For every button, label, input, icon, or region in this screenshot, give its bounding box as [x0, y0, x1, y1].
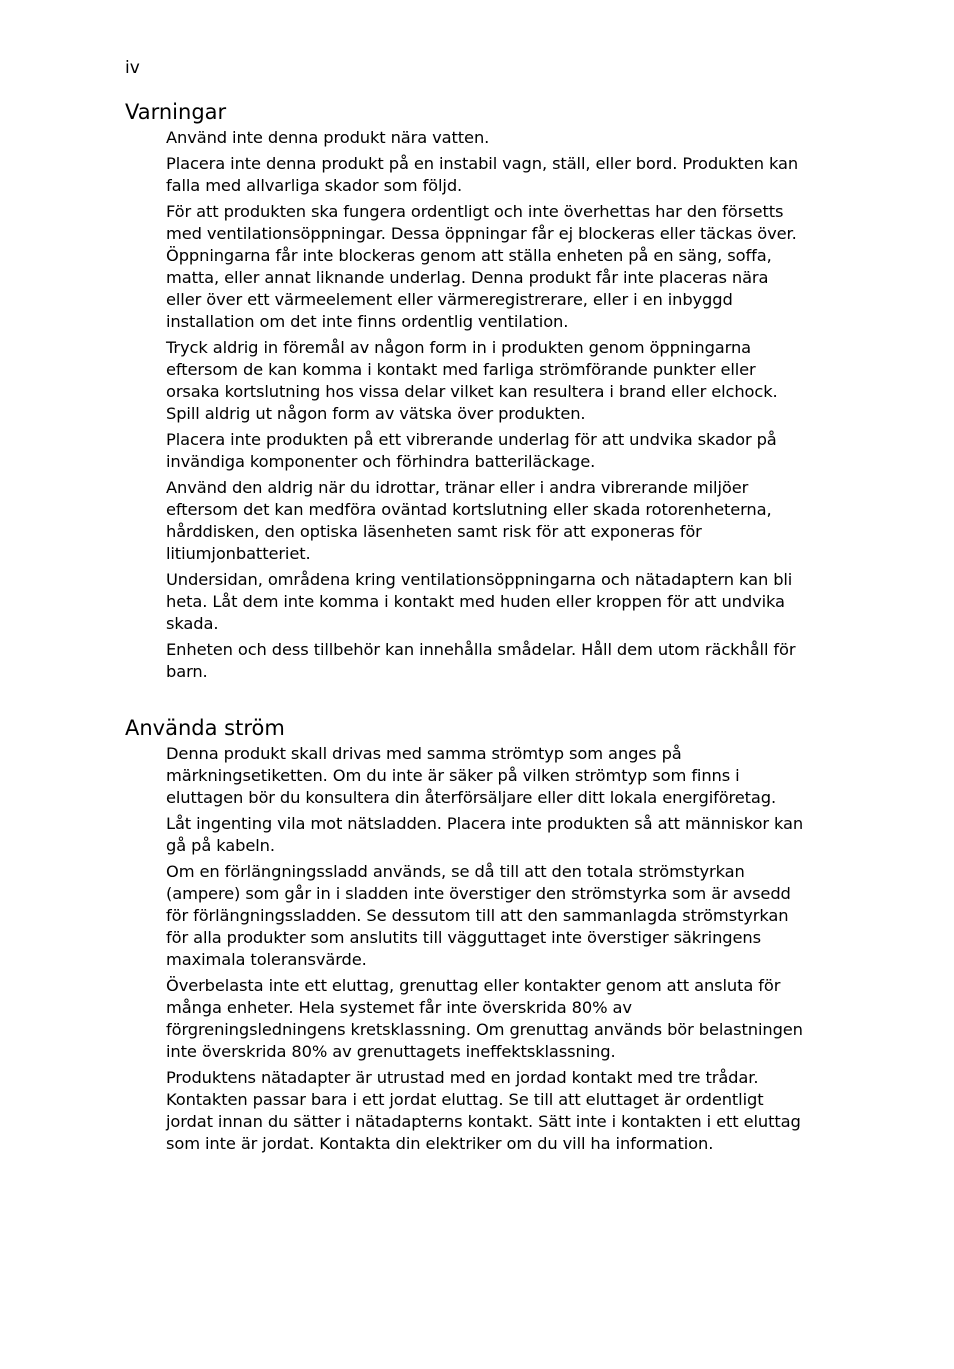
paragraph: Produktens nätadapter är utrustad med en jordad kontakt med tre trådar. Kontakten passar bara i ett jordat eluttag. Se till att eluttaget är ordentligt jordat innan du sätter i nätadapterns kontakt. Sätt inte i kontakten i ett eluttag som inte är jordat. Kontakta din elektriker om du vill ha information.: [166, 1068, 801, 1153]
paragraph: Placera inte denna produkt på en instabil vagn, ställ, eller bord. Produkten kan falla med allvarliga skador som följd.: [166, 154, 799, 195]
paragraph: Undersidan, områdena kring ventilationsöppningarna och nätadaptern kan bli heta. Låt dem inte komma i kontakt med huden eller kroppen för att undvika skada.: [166, 570, 793, 633]
paragraph: Enheten och dess tillbehör kan innehålla smådelar. Håll dem utom räckhåll för barn.: [166, 640, 796, 681]
paragraph: Tryck aldrig in föremål av någon form in i produkten genom öppningarna eftersom de kan komma i kontakt med farliga strömförande punkter eller orsaka kortslutning hos vissa delar vilket kan resultera i brand eller elchock. Spill aldrig ut någon form av vätska över produkten.: [166, 338, 778, 423]
paragraph: Om en förlängningssladd används, se då till att den totala strömstyrkan (ampere) som går in i sladden inte överstiger den strömstyrka som är avsedd för förlängningssladden. Se dessutom till att den sammanlagda strömstyrkan för alla produkter som anslutits till vägguttaget inte överstiger säkringens maximala toleransvärde.: [166, 862, 791, 969]
paragraph: Överbelasta inte ett eluttag, grenuttag eller kontakter genom att ansluta för många enheter. Hela systemet får inte överskrida 80% av förgreningsledningens kretsklassning. Om grenuttag används bör belastningen inte överskrida 80% av grenuttagets ineffektsklassning.: [166, 976, 803, 1061]
section-anvanda-strom: [125, 715, 825, 1159]
paragraph: Denna produkt skall drivas med samma strömtyp som anges på märkningsetiketten. Om du inte är säker på vilken strömtyp som finns i eluttagen bör du konsultera din återförsäljare eller ditt lokala energiföretag.: [166, 744, 777, 807]
section-title: Varningar: [125, 100, 227, 124]
paragraph: Placera inte produkten på ett vibrerande underlag för att undvika skador på invändiga komponenter och förhindra batteriläckage.: [166, 430, 777, 471]
paragraph: Låt ingenting vila mot nätsladden. Placera inte produkten så att människor kan gå på kabeln.: [166, 814, 804, 855]
section-title: Använda ström: [125, 716, 285, 740]
page-number: iv: [125, 58, 140, 78]
paragraph: Använd inte denna produkt nära vatten.: [166, 128, 490, 147]
paragraph: Använd den aldrig när du idrottar, tränar eller i andra vibrerande miljöer eftersom det kan medföra oväntad kortslutning eller skada rotorenheterna, hårddisken, den optiska läsenheten samt risk för att exponeras för litiumjonbatteriet.: [166, 478, 772, 563]
paragraph: För att produkten ska fungera ordentligt och inte överhettas har den försetts med ventilationsöppningar. Dessa öppningar får ej blockeras eller täckas över. Öppningarna får inte blockeras genom att ställa enheten på en säng, soffa, matta, eller annat liknande underlag. Denna produkt får inte placeras nära eller över ett värmeelement eller värmeregistrerare, eller i en inbyggd installation om det inte finns ordentlig ventilation.: [166, 202, 797, 331]
section-varningar: [125, 99, 825, 687]
